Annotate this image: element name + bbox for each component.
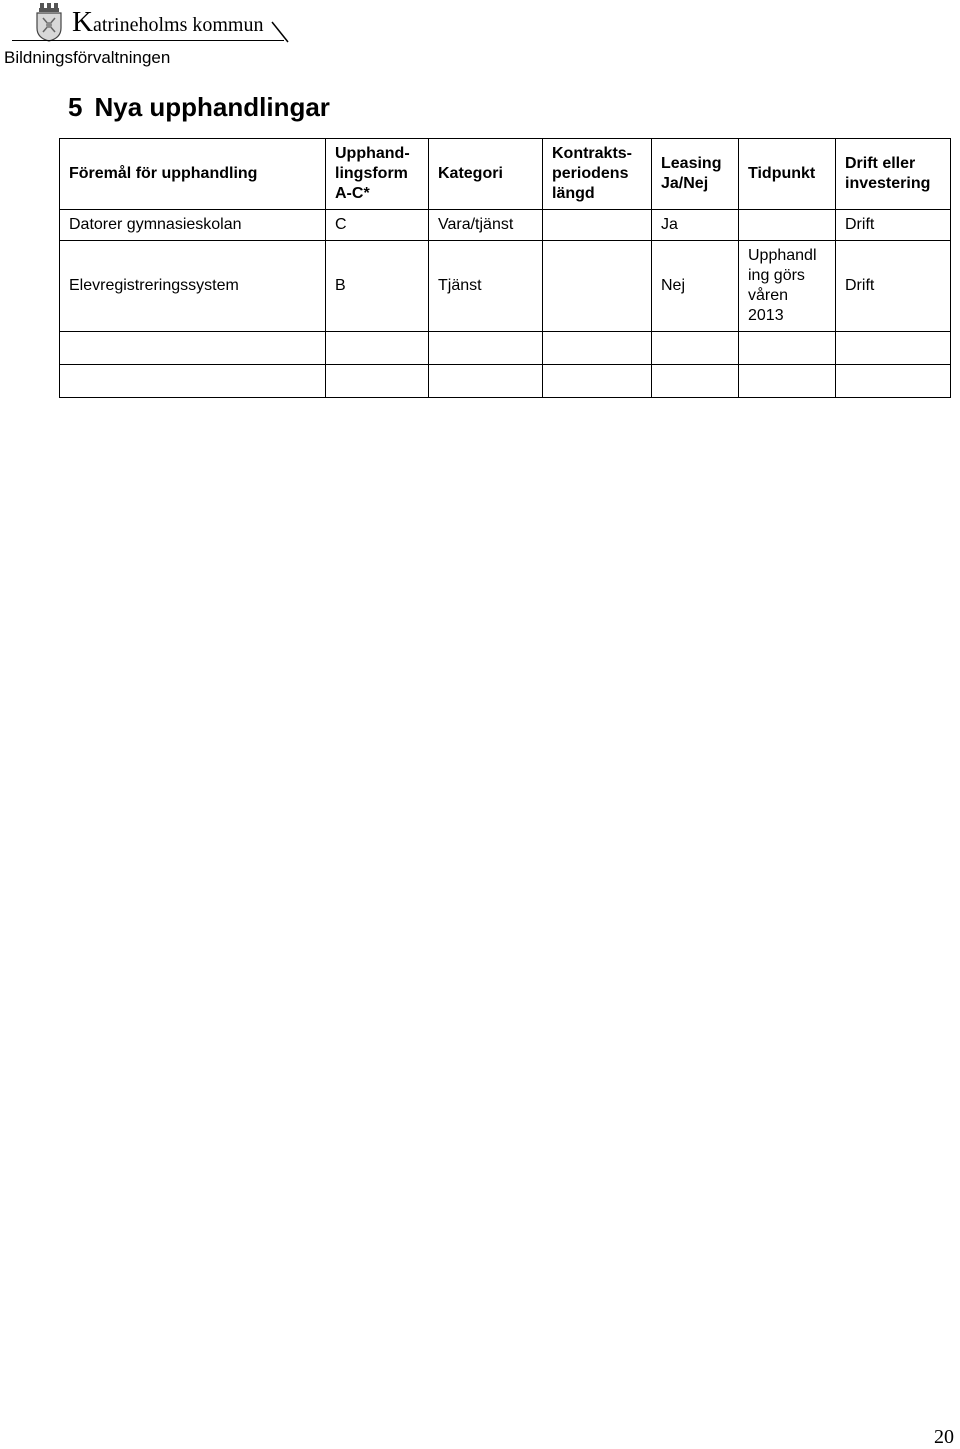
procurement-table-wrapper — [59, 138, 951, 398]
table-cell: Drift — [836, 241, 951, 332]
column-header-operation-investment: Drift eller investering — [836, 139, 951, 210]
table-cell — [543, 332, 652, 365]
table-cell — [60, 365, 326, 398]
table-cell: Vara/tjänst — [429, 210, 543, 241]
table-row — [60, 365, 951, 398]
procurement-table — [59, 138, 951, 398]
table-cell — [326, 332, 429, 365]
department-name: Bildningsförvaltningen — [4, 48, 171, 67]
brand-initial: K — [72, 6, 93, 38]
brand-rest: atrineholms kommun — [92, 14, 264, 36]
column-header-category: Kategori — [429, 139, 543, 210]
section-title — [68, 92, 330, 123]
page-header — [0, 0, 960, 72]
table-cell — [836, 332, 951, 365]
table-cell: Nej — [652, 241, 739, 332]
column-header-contract-length: Kontrakts- periodens längd — [543, 139, 652, 210]
table-cell — [836, 365, 951, 398]
table-cell — [543, 241, 652, 332]
table-row — [60, 241, 951, 332]
table-cell — [60, 332, 326, 365]
column-header-leasing: Leasing Ja/Nej — [652, 139, 739, 210]
table-cell — [429, 365, 543, 398]
column-header-timing: Tidpunkt — [739, 139, 836, 210]
column-header-object: Föremål för upphandling — [60, 139, 326, 210]
table-cell: Datorer gymnasieskolan — [60, 210, 326, 241]
table-row — [60, 210, 951, 241]
section-number: 5 — [68, 92, 83, 122]
table-cell: B — [326, 241, 429, 332]
table-cell: Tjänst — [429, 241, 543, 332]
table-cell: Ja — [652, 210, 739, 241]
table-row — [60, 332, 951, 365]
table-cell: Upphandl ing görs våren 2013 — [739, 241, 836, 332]
table-cell — [543, 365, 652, 398]
table-cell — [739, 365, 836, 398]
table-cell: Drift — [836, 210, 951, 241]
page-number: 20 — [934, 1426, 954, 1448]
municipality-name — [72, 6, 264, 39]
table-cell — [543, 210, 652, 241]
table-cell: C — [326, 210, 429, 241]
table-header-row — [60, 139, 951, 210]
table-cell — [739, 332, 836, 365]
table-cell — [652, 332, 739, 365]
table-cell — [652, 365, 739, 398]
header-rule — [12, 40, 284, 41]
section-title-text: Nya upphandlingar — [94, 92, 330, 122]
column-header-procurement-form: Upphand- lingsform A-C* — [326, 139, 429, 210]
municipal-crest-icon — [34, 2, 64, 42]
table-cell: Elevregistreringssystem — [60, 241, 326, 332]
table-cell — [429, 332, 543, 365]
table-cell — [326, 365, 429, 398]
table-cell — [739, 210, 836, 241]
header-slash-mark — [270, 20, 290, 44]
